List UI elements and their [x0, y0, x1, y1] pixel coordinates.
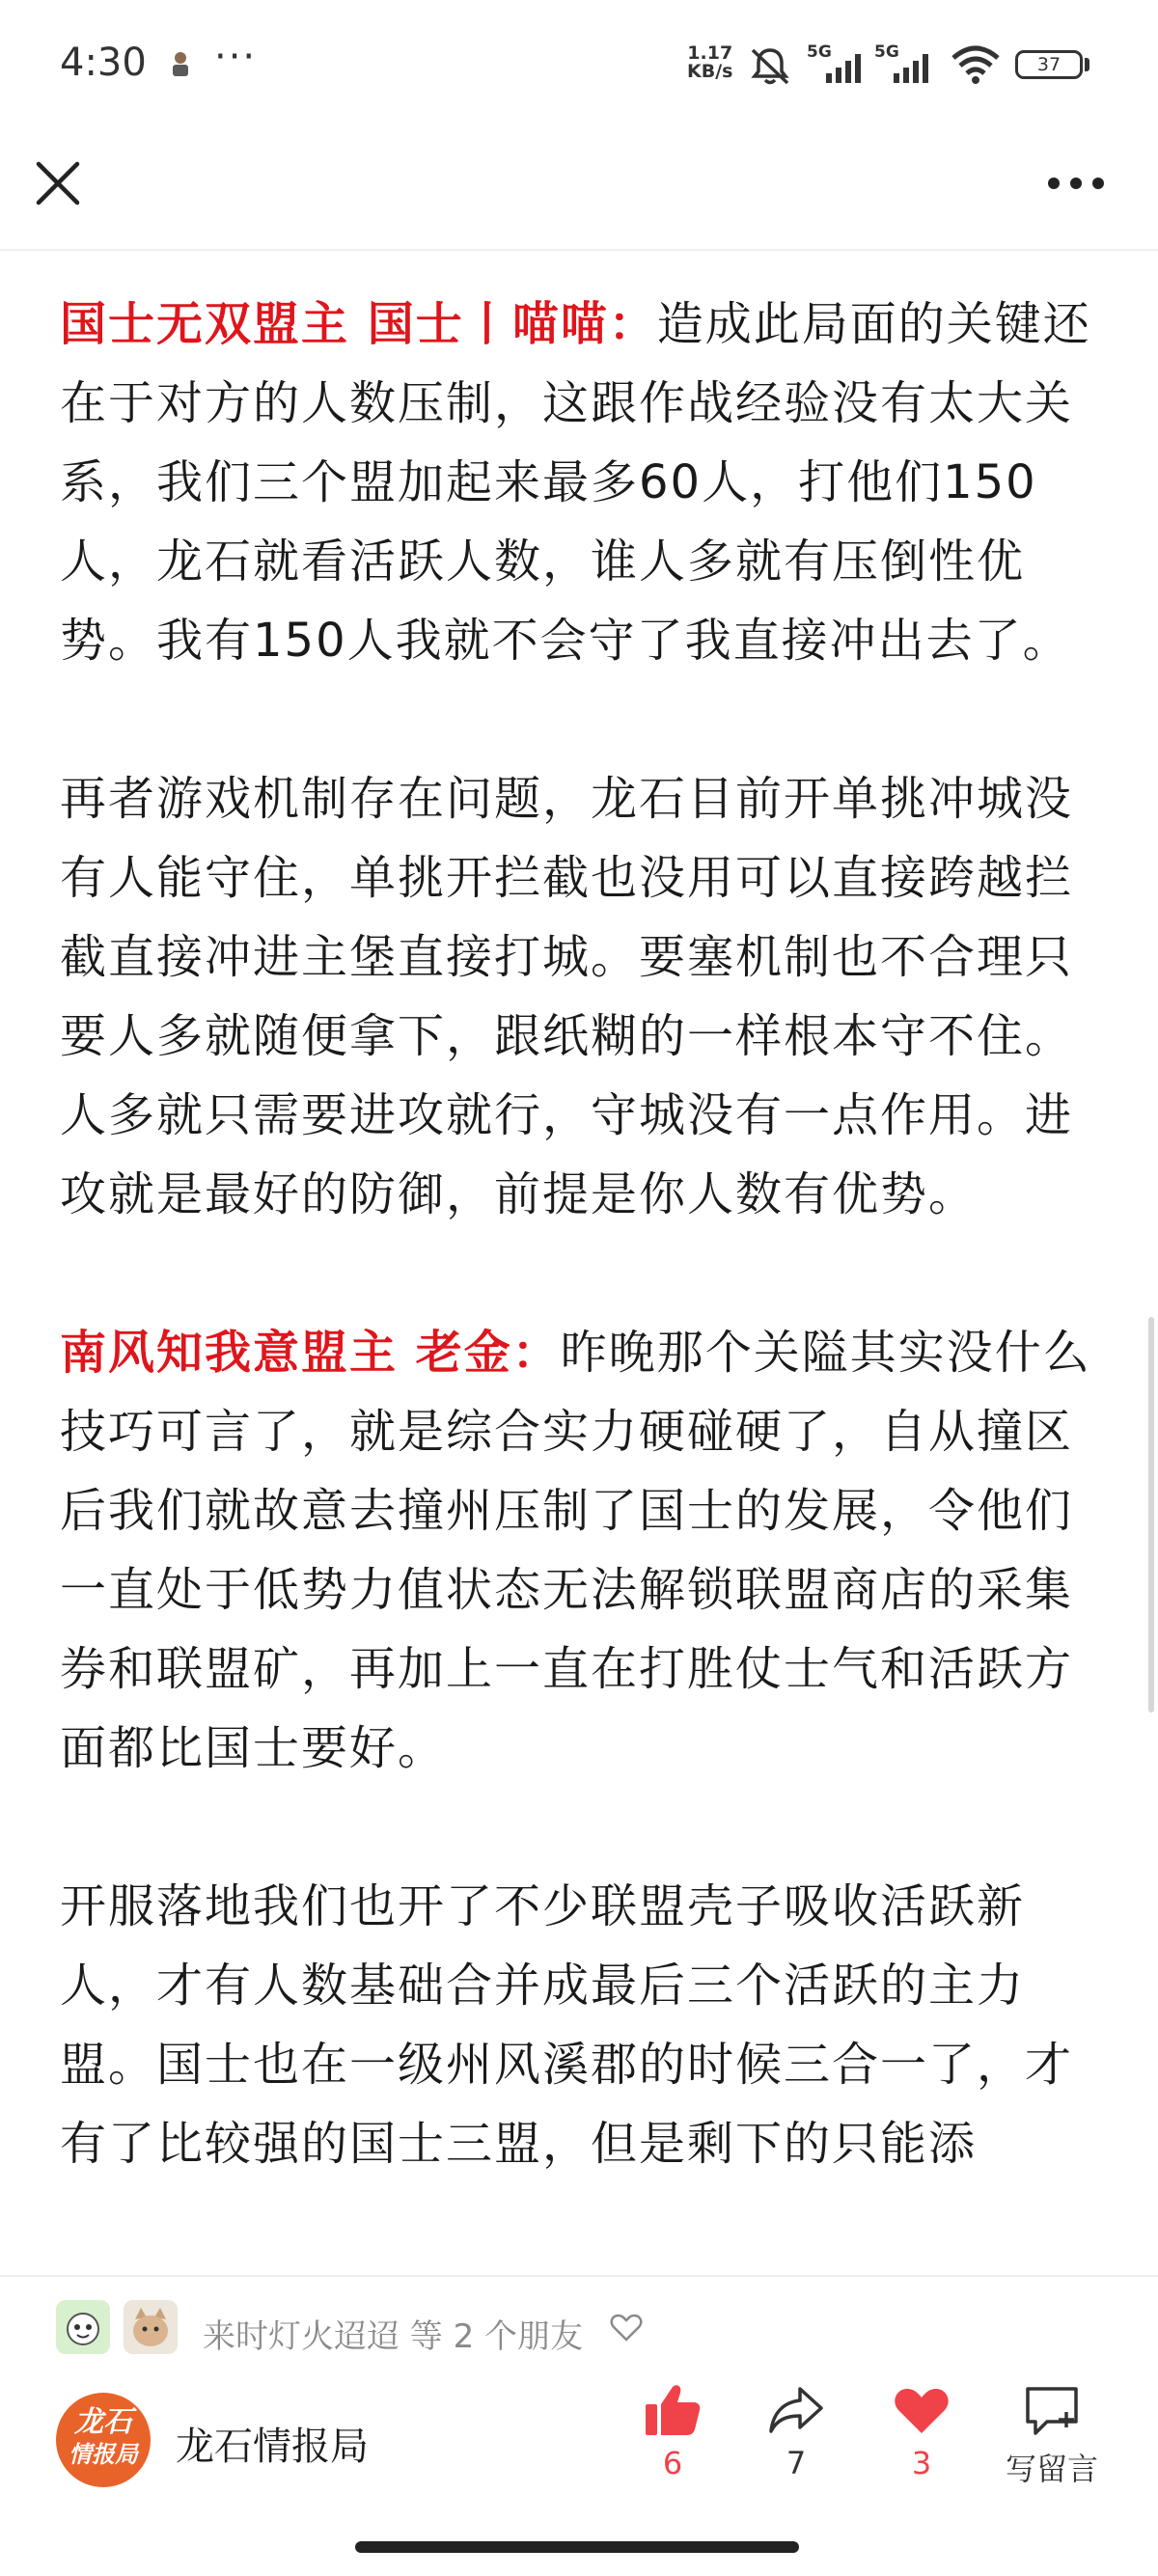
account-logo[interactable]: [56, 2393, 151, 2487]
comment-button[interactable]: [994, 2383, 1110, 2489]
heart-icon: [893, 2383, 951, 2437]
comment-add-icon: [1022, 2383, 1082, 2437]
account-name[interactable]: 龙石情报局: [176, 2425, 369, 2469]
net-speed-unit: KB/s: [687, 61, 733, 82]
status-more: ···: [214, 35, 258, 79]
scrollbar[interactable]: [1148, 1317, 1154, 1713]
nav-bar: [0, 130, 1158, 251]
article-paragraph: [60, 1313, 1102, 1788]
friends-liked-text: 来时灯火迢迢 等 2 个朋友: [203, 2317, 584, 2356]
status-bar: [0, 0, 1158, 130]
sim1-5g: 5G: [807, 42, 832, 62]
friend-avatar: [124, 2300, 178, 2354]
battery-icon: 37: [1015, 50, 1083, 79]
paragraph-text: 再者游戏机制存在问题，龙石目前开单挑冲城没有人能守住，单挑开拦截也没用可以直接跨越拦截直接冲进主堡直接打城。要塞机制也不合理只要人多就随便拿下，跟纸糊的一样根本守不住。人多就只需要进攻就行，守城没有一点作用。进攻就是最好的防御，前提是你人数有优势。: [60, 772, 1074, 1221]
close-icon[interactable]: [29, 154, 87, 212]
article-paragraph: [60, 285, 1102, 680]
mute-icon: [749, 46, 791, 85]
logo-text-line1: 龙石: [74, 2405, 132, 2439]
paragraph-text: 开服落地我们也开了不少联盟壳子吸收活跃新人，才有人数基础合并成最后三个活跃的主力盟。国士也在一级州风溪郡的时候三合一了，才有了比较强的国士三盟，但是剩下的只能添: [60, 1879, 1074, 2171]
comment-label: 写留言: [1005, 2451, 1098, 2487]
wifi-icon: [950, 44, 1002, 85]
logo-text-line2: 情报局: [69, 2441, 138, 2468]
speaker-label: 国士无双盟主 国士丨喵喵：: [60, 297, 657, 351]
net-speed-value: 1.17: [687, 42, 733, 64]
heart-outline-icon: [610, 2314, 643, 2343]
share-count: 7: [786, 2445, 807, 2481]
favorite-count: 3: [911, 2445, 932, 2481]
battery-cap: [1085, 58, 1089, 71]
article-body: [60, 285, 1102, 2262]
person-notification-icon: [170, 50, 191, 77]
favorite-button[interactable]: [868, 2383, 975, 2481]
bottom-action-panel: [0, 2275, 1158, 2576]
friend-avatar: [56, 2300, 110, 2354]
like-count: 6: [662, 2445, 683, 2481]
article-paragraph: [60, 759, 1102, 1234]
net-speed: [687, 44, 732, 81]
paragraph-text: 造成此局面的关键还在于对方的人数压制，这跟作战经验没有太大关系，我们三个盟加起来最多60人，打他们150人，龙石就看活跃人数，谁人多就有压倒性优势。我有150人我就不会守了我直接冲出去了。: [60, 297, 1091, 668]
signal-icon: [824, 50, 868, 83]
like-button[interactable]: [620, 2383, 726, 2481]
signal-icon: [892, 50, 936, 83]
share-icon: [767, 2383, 825, 2437]
speaker-label: 南风知我意盟主 老金：: [60, 1326, 561, 1380]
article-paragraph: [60, 1867, 1102, 2183]
thumbs-up-icon: [644, 2383, 702, 2437]
more-icon[interactable]: [1042, 154, 1110, 212]
sim2-5g: 5G: [874, 42, 899, 62]
paragraph-text: 昨晚那个关隘其实没什么技巧可言了，就是综合实力硬碰硬了，自从撞区后我们就故意去撞州压制了国士的发展，令他们一直处于低势力值状态无法解锁联盟商店的采集券和联盟矿，再加上一直在打胜仗士气和活跃方面都比国士要好。: [60, 1326, 1091, 1775]
home-indicator[interactable]: [355, 2541, 799, 2553]
status-time: 4:30: [60, 41, 147, 85]
share-button[interactable]: [743, 2383, 849, 2481]
